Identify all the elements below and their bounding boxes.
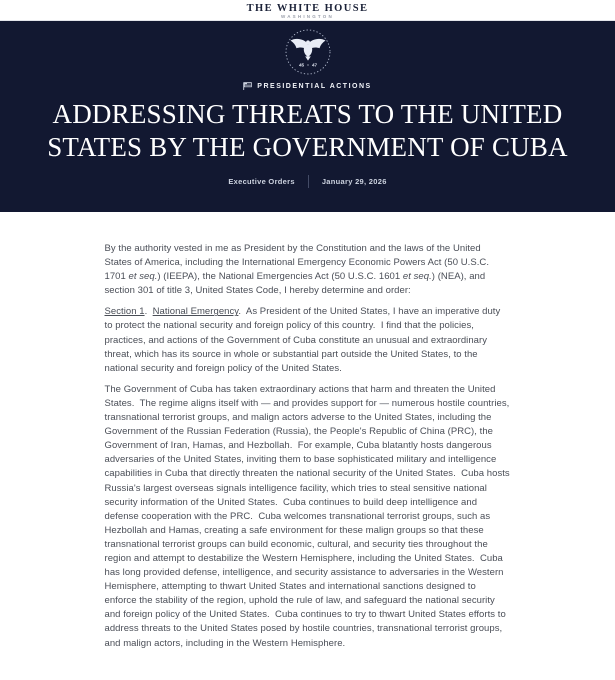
et-seq-italic-1: et seq. [128, 271, 158, 283]
meta-divider [308, 175, 309, 188]
breadcrumb-presidential-actions[interactable]: PRESIDENTIAL ACTIONS [257, 82, 372, 90]
paragraph-section-1 [105, 305, 511, 375]
flag-icon [243, 82, 252, 90]
meta-date: January 29, 2026 [321, 177, 387, 186]
washington-tagline: WASHINGTON [281, 14, 334, 19]
section-1-text: . As President of the United States, I have an imperative duty to protect the national security and foreign policy of this country. I find that the policies, practices, and actions of the Government of Cuba constitute an unusual and extraordinary threat, which has its source in whole or substantial part outside the United States, to the national security and foreign policy of the United States. [104, 306, 503, 374]
presidential-seal-icon [283, 27, 333, 77]
paragraph-cuba-actions: The Government of Cuba has taken extraordinary actions that harm and threaten the United States. The regime aligns itself with — and provides support for — numerous hostile countries, transnational terrorist groups, and malign actors adverse to the United States, including the Government of the Russian Federation (Russia), the People's Republic of China (PRC), the Government of Iran, Hamas, and Hezbollah. For example, Cuba blatantly hosts dangerous adversaries of the United States, inviting them to base sophisticated military and intelligence capabilities in Cuba that directly threaten the national security of the United States. Cuba hosts Russia's largest overseas signals intelligence facility, which tries to steal sensitive national security information of the United States. Cuba continues to build deep intelligence and defense cooperation with the PRC. Cuba welcomes transnational terrorist groups, such as Hezbollah and Hamas, creating a safe environment for these malign groups so that these transnational terrorist groups can build economic, cultural, and security ties throughout the region and attempt to destabilize the Western Hemisphere, including the United States. Cuba has long provided defense, intelligence, and security assistance to adversaries in the Western Hemisphere, attempting to thwart United States and international sanctions designed to enforce the stability of the region, uphold the rule of law, and safeguard the national security and foreign policy of the United States. Cuba continues to try to thwart United States efforts to address threats to the United States posed by hostile countries, transnational terrorist groups, and malign actors, including in the Western Hemisphere. [104, 383, 513, 649]
site-header [0, 0, 615, 21]
section-1-separator: . [144, 306, 153, 318]
paragraph-authority [105, 242, 511, 298]
page-title [47, 98, 568, 163]
section-1-heading: Section 1 [104, 306, 145, 318]
authority-text-3: ) (NEA), and section 301 of title 3, United States Code, I hereby determine and order: [104, 271, 488, 297]
whitehouse-wordmark[interactable]: THE WHITE HOUSE [246, 3, 369, 14]
page-title-line-1: ADDRESSING THREATS TO THE UNITED [52, 99, 563, 129]
national-emergency-heading: National Emergency [152, 306, 239, 318]
authority-text-1: By the authority vested in me as President by the Constitution and the laws of the United States of America, including the International Emergency Economic Powers Act (50 U.S.C. 1701 [104, 243, 492, 283]
executive-order-body [105, 212, 511, 651]
et-seq-italic-2: et seq. [402, 271, 432, 283]
page-title-line-2: STATES BY THE GOVERNMENT OF CUBA [47, 131, 568, 162]
seal-number-45: 45 [298, 62, 304, 68]
seal-number-47: 47 [311, 62, 317, 68]
breadcrumb [243, 82, 371, 90]
article-meta [228, 175, 386, 188]
meta-category-link[interactable]: Executive Orders [228, 177, 295, 186]
hero-banner [0, 21, 615, 212]
authority-text-2: ) (IEEPA), the National Emergencies Act (50 U.S.C. 1601 [157, 271, 403, 283]
